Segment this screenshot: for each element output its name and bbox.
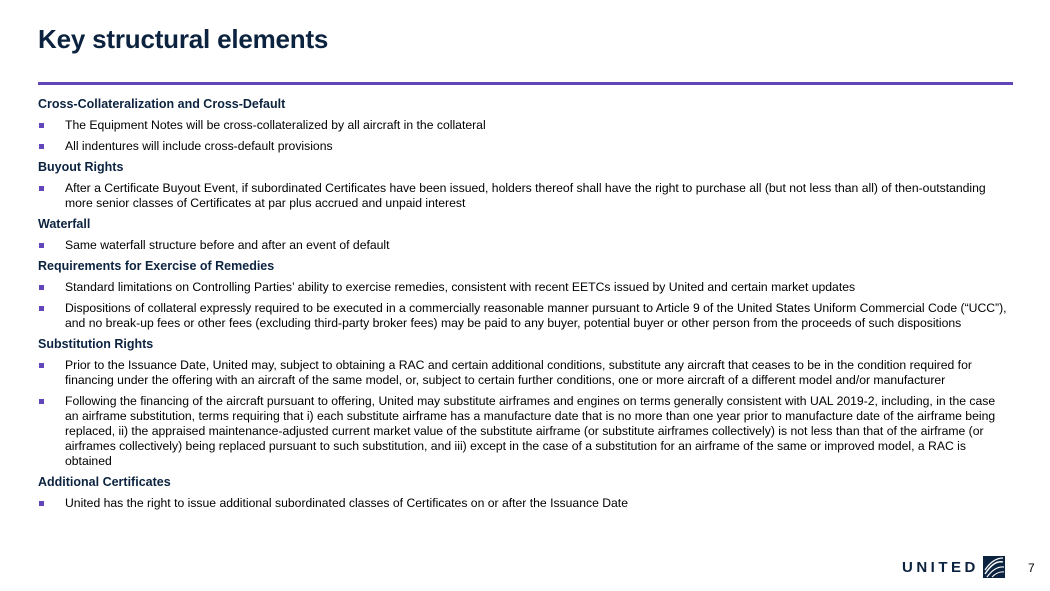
section bbox=[38, 337, 1013, 469]
content-body bbox=[38, 97, 1013, 517]
logo-wordmark: UNITED bbox=[902, 558, 979, 576]
bullet-item: Prior to the Issuance Date, United may, subject to obtaining a RAC and certain additional conditions, substitute any aircraft that ceases to be in the condition required for financing under the offering with an aircraft of the same model, or, subject to certain further conditions, one or more aircraft of a different model and/or manufacturer bbox=[38, 358, 1013, 388]
bullet-item: Standard limitations on Controlling Parties’ ability to exercise remedies, consistent with recent EETCs issued by United and certain market updates bbox=[38, 280, 1013, 295]
page-title: Key structural elements bbox=[38, 24, 329, 54]
bullet-item: After a Certificate Buyout Event, if subordinated Certificates have been issued, holders thereof shall have the right to purchase all (but not less than all) of then-outstanding more senior classes of Certificates at par plus accrued and unpaid interest bbox=[38, 181, 1013, 211]
title-divider bbox=[38, 82, 1013, 85]
section bbox=[38, 160, 1013, 211]
bullet-list bbox=[38, 181, 1013, 211]
section-heading: Additional Certificates bbox=[38, 475, 171, 489]
section bbox=[38, 475, 1013, 511]
united-logo bbox=[902, 556, 1005, 578]
bullet-item: All indentures will include cross-default provisions bbox=[38, 139, 1013, 154]
section-heading: Substitution Rights bbox=[38, 337, 154, 351]
section-heading: Requirements for Exercise of Remedies bbox=[38, 259, 275, 273]
bullet-list bbox=[38, 496, 1013, 511]
page-number: 7 bbox=[1028, 561, 1035, 575]
section bbox=[38, 97, 1013, 154]
bullet-item: United has the right to issue additional subordinated classes of Certificates on or after the Issuance Date bbox=[38, 496, 1013, 511]
bullet-list bbox=[38, 118, 1013, 154]
section bbox=[38, 259, 1013, 331]
bullet-item: The Equipment Notes will be cross-collateralized by all aircraft in the collateral bbox=[38, 118, 1013, 133]
section-heading: Cross-Collateralization and Cross-Default bbox=[38, 97, 286, 111]
bullet-list bbox=[38, 238, 1013, 253]
bullet-item: Dispositions of collateral expressly required to be executed in a commercially reasonable manner pursuant to Article 9 of the United States Uniform Commercial Code (“UCC”), and no break-up fees or other fees (excluding third-party broker fees) may be paid to any buyer, potential buyer or other person from the proceeds of such dispositions bbox=[38, 301, 1013, 331]
section-heading: Waterfall bbox=[38, 217, 91, 231]
section-heading: Buyout Rights bbox=[38, 160, 124, 174]
bullet-item: Following the financing of the aircraft pursuant to offering, United may substitute airframes and engines on terms generally consistent with UAL 2019-2, including, in the case an airframe substitution, terms requiring that i) each substitute airframe has a manufacture date that is no more than one year prior to manufacture date of the airframe being replaced, ii) the appraised maintenance-adjusted current market value of the substitute airframe (or substitute airframes collectively) is not less than that of the airframe (or airframes collectively) being replaced pursuant to such substitution, and iii) except in the case of a substitution for an airframe of the same or improved model, a RAC is obtained bbox=[38, 394, 1013, 469]
bullet-list bbox=[38, 358, 1013, 469]
bullet-item: Same waterfall structure before and after an event of default bbox=[38, 238, 1013, 253]
globe-icon bbox=[983, 556, 1005, 578]
bullet-list bbox=[38, 280, 1013, 331]
section bbox=[38, 217, 1013, 253]
